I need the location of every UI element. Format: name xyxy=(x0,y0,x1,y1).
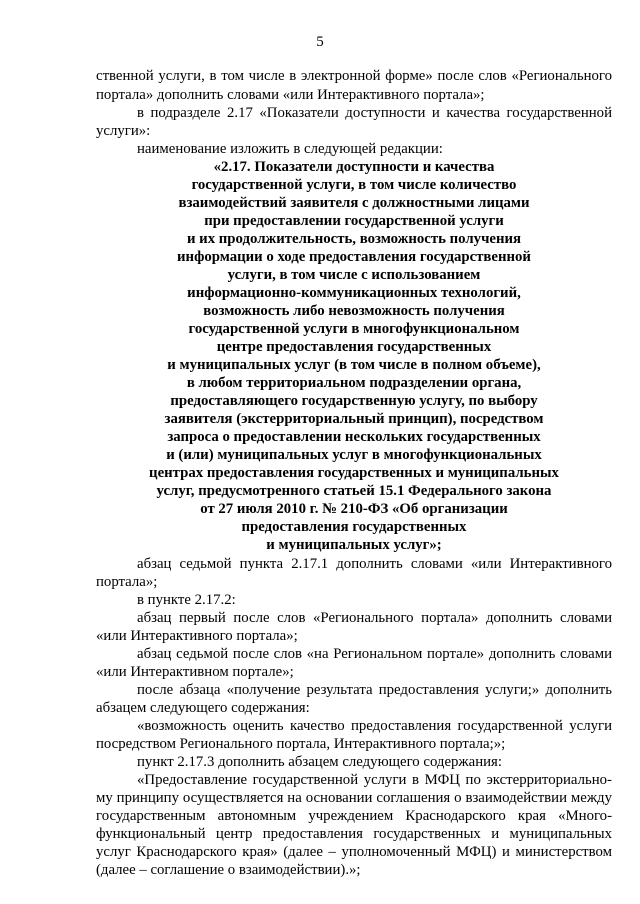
section-heading-line: предоставляющего государственную услугу, по выбору xyxy=(170,393,538,409)
text-line: после абзаца «получение результата предоставления услуги;» дополнить xyxy=(137,682,612,698)
section-heading-line: государственной услуги, в том числе количество xyxy=(191,177,517,193)
section-heading-line: и (или) муниципальных услуг в многофункциональных xyxy=(166,447,542,463)
text-line: абзац седьмой после слов «на Региональном портале» дополнить словами xyxy=(137,646,612,662)
section-heading-line: центре предоставления государственных xyxy=(216,339,492,355)
text-line: «Предоставление государственной услуги в МФЦ по экстерриториально- xyxy=(137,772,612,788)
section-heading-line: «2.17. Показатели доступности и качества xyxy=(213,159,495,175)
text-line: услуги»: xyxy=(96,123,151,139)
page-number: 5 xyxy=(316,34,324,50)
text-line: му принципу осуществляется на основании соглашения о взаимодействии между xyxy=(96,790,612,806)
section-heading-line: и муниципальных услуг»; xyxy=(266,537,442,553)
text-line: в пункте 2.17.2: xyxy=(137,592,236,608)
text-line: в подразделе 2.17 «Показатели доступности и качества государственной xyxy=(137,105,612,121)
section-heading-line: информации о ходе предоставления государственной xyxy=(177,249,531,265)
section-heading-line: центрах предоставления государственных и муниципальных xyxy=(149,465,559,481)
section-heading-line: услуги, в том числе с использованием xyxy=(227,267,481,283)
section-heading-line: предоставления государственных xyxy=(241,519,467,535)
section-heading-line: и их продолжительность, возможность получения xyxy=(186,231,522,247)
text-line: функциональный центр предоставления государственных и муниципальных xyxy=(96,826,612,842)
section-heading-line: и муниципальных услуг (в том числе в полном объеме), xyxy=(167,357,541,373)
text-line: (далее – соглашение о взаимодействии).»; xyxy=(96,862,361,878)
text-line: государственным автономным учреждением Краснодарского края «Много- xyxy=(96,808,612,824)
section-heading-line: возможность либо невозможность получения xyxy=(203,303,505,319)
text-line: «или Интерактивного портала»; xyxy=(96,628,298,644)
section-heading-line: при предоставлении государственной услуги xyxy=(204,213,504,229)
section-heading-line: взаимодействий заявителя с должностными лицами xyxy=(178,195,530,211)
text-line: услуг Краснодарского края» (далее – уполномоченный МФЦ) и министерством xyxy=(96,844,612,860)
text-line: ственной услуги, в том числе в электронной форме» после слов «Регионального xyxy=(96,68,612,84)
text-line: абзацем следующего содержания: xyxy=(96,700,310,716)
text-line: абзац первый после слов «Регионального портала» дополнить словами xyxy=(137,610,612,626)
section-heading-line: заявителя (экстерриториальный принцип), посредством xyxy=(164,411,544,427)
text-line: посредством Регионального портала, Интерактивного портала;»; xyxy=(96,736,506,752)
section-heading-line: от 27 июля 2010 г. № 210-ФЗ «Об организации xyxy=(200,501,508,517)
section-heading-line: в любом территориальном подразделении органа, xyxy=(186,375,522,391)
section-heading-line: государственной услуги в многофункциональном xyxy=(188,321,520,337)
text-line: «или Интерактивном портале»; xyxy=(96,664,294,680)
text-line: портала»; xyxy=(96,574,158,590)
text-line: «возможность оценить качество предоставления государственной услуги xyxy=(137,718,612,734)
section-heading-line: услуг, предусмотренного статьей 15.1 Федерального закона xyxy=(156,483,552,499)
section-heading-line: информационно-коммуникационных технологий, xyxy=(187,285,521,301)
text-line: портала» дополнить словами «или Интерактивного портала»; xyxy=(96,87,485,103)
section-heading-line: запроса о предоставлении нескольких государственных xyxy=(167,429,541,445)
text-line: пункт 2.17.3 дополнить абзацем следующего содержания: xyxy=(137,754,502,770)
text-line: наименование изложить в следующей редакции: xyxy=(137,141,443,157)
text-line: абзац седьмой пункта 2.17.1 дополнить словами «или Интерактивного xyxy=(137,556,612,572)
